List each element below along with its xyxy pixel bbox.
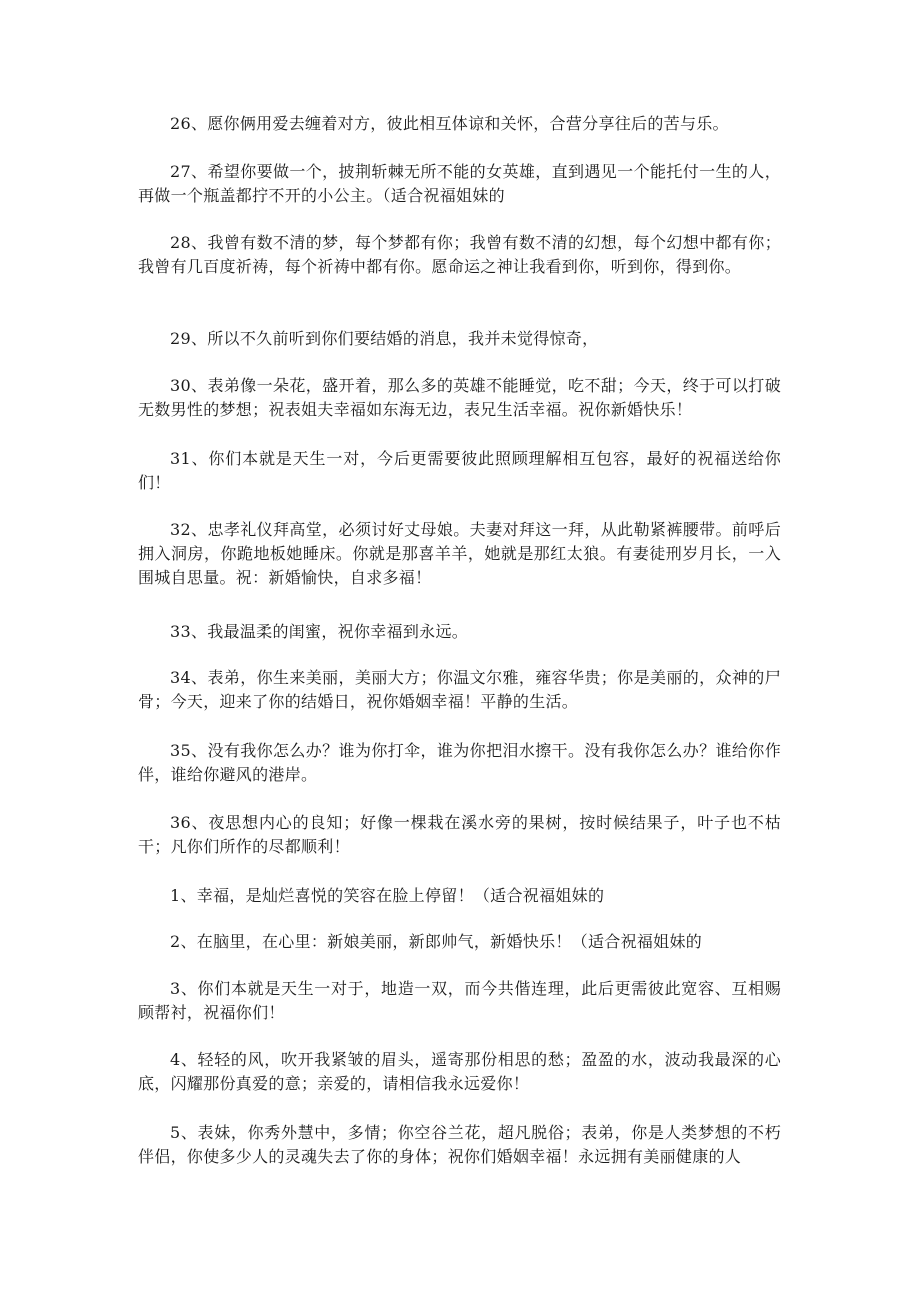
paragraph-26: 26、愿你俩用爱去缠着对方，彼此相互体谅和关怀，合营分享往后的苦与乐。 [170, 114, 729, 133]
paragraph-32: 32、忠孝礼仪拜高堂，必须讨好丈母娘。夫妻对拜这一拜，从此勒紧裤腰带。前呼后拥入洞房，你跪地板她睡床。你就是那喜羊羊，她就是那红太狼。有妻徒刑岁月长，一入围城自思量。祝：新婚愉快，自求多福！ [138, 520, 781, 587]
paragraph-36: 36、夜思想内心的良知；好像一棵栽在溪水旁的果树，按时候结果子，叶子也不枯干；凡你们所作的尽都顺利！ [138, 813, 781, 856]
paragraph-30: 30、表弟像一朵花，盛开着，那么多的英雄不能睡觉，吃不甜；今天，终于可以打破无数男性的梦想；祝表姐夫幸福如东海无边，表兄生活幸福。祝你新婚快乐！ [138, 376, 781, 419]
paragraph-3: 3、你们本就是天生一对于，地造一双，而今共偕连理，此后更需彼此宽容、互相赐顾帮衬，祝福你们！ [138, 979, 781, 1022]
paragraph-33: 33、我最温柔的闺蜜，祝你幸福到永远。 [170, 622, 469, 641]
paragraph-28: 28、我曾有数不清的梦，每个梦都有你；我曾有数不清的幻想，每个幻想中都有你；我曾有几百度祈祷，每个祈祷中都有你。愿命运之神让我看到你，听到你，得到你。 [138, 233, 781, 276]
paragraph-35: 35、没有我你怎么办？谁为你打伞，谁为你把泪水擦干。没有我你怎么办？谁给你作伴，谁给你避风的港岸。 [138, 741, 781, 784]
paragraph-34: 34、表弟，你生来美丽，美丽大方；你温文尔雅，雍容华贵；你是美丽的，众神的尸骨；今天，迎来了你的结婚日，祝你婚姻幸福！平静的生活。 [138, 668, 781, 711]
paragraph-1: 1、幸福，是灿烂喜悦的笑容在脸上停留！（适合祝福姐妹的 [170, 886, 605, 905]
paragraph-31: 31、你们本就是天生一对，今后更需要彼此照顾理解相互包容，最好的祝福送给你们！ [138, 449, 781, 492]
paragraph-27: 27、希望你要做一个，披荆斩棘无所不能的女英雄，直到遇见一个能托付一生的人，再做一个瓶盖都拧不开的小公主。（适合祝福姐妹的 [138, 162, 781, 205]
paragraph-2: 2、在脑里，在心里：新娘美丽，新郎帅气，新婚快乐！（适合祝福姐妹的 [170, 932, 703, 951]
paragraph-4: 4、轻轻的风，吹开我紧皱的眉头，遥寄那份相思的愁；盈盈的水，波动我最深的心底，闪耀那份真爱的意；亲爱的，请相信我永远爱你！ [138, 1050, 781, 1093]
paragraph-5: 5、表妹，你秀外慧中，多情；你空谷兰花，超凡脱俗；表弟，你是人类梦想的不朽伴侣，你使多少人的灵魂失去了你的身体；祝你们婚姻幸福！永远拥有美丽健康的人 [138, 1123, 781, 1166]
paragraph-29: 29、所以不久前听到你们要结婚的消息，我并未觉得惊奇， [170, 329, 599, 348]
